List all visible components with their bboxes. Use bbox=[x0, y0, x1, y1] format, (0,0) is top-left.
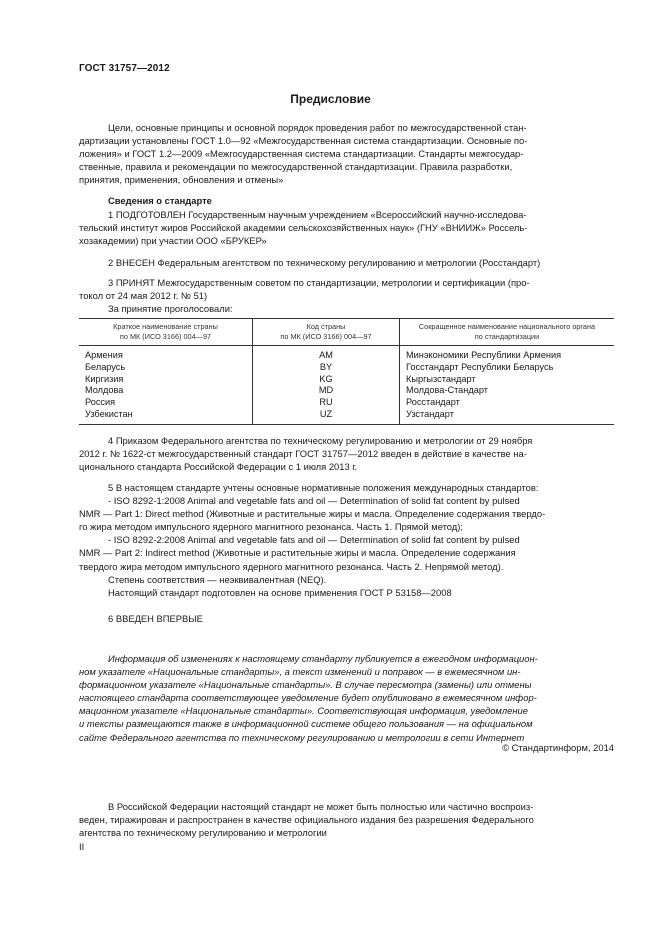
item-4-line: 2012 г. № 1622-ст межгосударственный стандарт ГОСТ 31757—2012 введен в действие в качестве на- bbox=[79, 448, 527, 460]
item-6-line: 6 ВВЕДЕН ВПЕРВЫЕ bbox=[108, 613, 203, 624]
table-header-row bbox=[79, 319, 614, 346]
table-row bbox=[79, 362, 614, 374]
item-3-line: За принятие проголосовали: bbox=[108, 303, 233, 315]
page-number: II bbox=[79, 841, 85, 852]
body-cell: Узстандарт bbox=[400, 409, 615, 424]
item-5-paragraph bbox=[79, 481, 614, 599]
country-cell: Молдова bbox=[85, 385, 124, 396]
item-5-line: Степень соответствия — неэквивалентная (NEQ). bbox=[108, 573, 327, 585]
code-cell: UZ bbox=[253, 409, 400, 424]
item-1-paragraph bbox=[79, 208, 614, 247]
item-4-line: ционального стандарта Российской Федерации с 1 июля 2013 г. bbox=[79, 461, 358, 473]
intro-line: ственные, правила и рекомендации по межгосударственной стандартизации. Правила разработки, bbox=[79, 161, 513, 173]
changes-notice-paragraph bbox=[79, 652, 614, 744]
code-cell: AM bbox=[253, 346, 400, 362]
table-row bbox=[79, 385, 614, 397]
body-cell: Минэкономики Республики Армения bbox=[400, 346, 615, 362]
item-5-line: - ISO 8292-2:2008 Animal and vegetable fats and oil — Determination of solid fat content by pulsed bbox=[108, 534, 520, 546]
item-5-line: 5 В настоящем стандарте учтены основные нормативные положения международных стандартов: bbox=[108, 482, 539, 493]
table-row bbox=[79, 397, 614, 409]
notice-line: сайте Федерального агентства по техническому регулированию и метрологии в сети Интернет bbox=[79, 731, 525, 743]
item-1-line: 1 ПОДГОТОВЛЕН Государственным научным учреждением «Всероссийский научно-исследова- bbox=[108, 209, 527, 220]
notice-line: ном указателе «Национальные стандарты», а текст изменений и поправок — в ежемесячном ин- bbox=[79, 666, 521, 678]
standard-code-header: ГОСТ 31757—2012 bbox=[79, 63, 170, 74]
rights-line: агентства по техническому регулированию и метрологии bbox=[79, 827, 327, 839]
item-5-line: Настоящий стандарт подготовлен на основе применения ГОСТ Р 53158—2008 bbox=[108, 586, 452, 598]
item-6-paragraph bbox=[79, 612, 614, 625]
item-4-paragraph bbox=[79, 434, 614, 473]
code-cell: BY bbox=[253, 362, 400, 374]
body-cell: Госстандарт Республики Беларусь bbox=[400, 362, 615, 374]
body-cell: Росстандарт bbox=[400, 397, 615, 409]
item-5-line: - ISO 8292-1:2008 Animal and vegetable fats and oil — Determination of solid fat content by pulsed bbox=[108, 495, 520, 507]
item-3-line: 3 ПРИНЯТ Межгосударственным советом по стандартизации, метрологии и сертификации (про- bbox=[108, 277, 530, 288]
intro-line: Цели, основные принципы и основной порядок проведения работ по межгосударственной стан- bbox=[108, 122, 527, 133]
notice-line: мационном указателе «Национальные стандарты». Соответствующая информация, уведомление bbox=[79, 705, 528, 717]
page-title: Предисловие bbox=[290, 92, 371, 106]
rights-line: В Российской Федерации настоящий стандарт не может быть полностью или частично воспроиз- bbox=[108, 801, 534, 812]
country-cell: Узбекистан bbox=[85, 408, 133, 419]
reproduction-rights-paragraph bbox=[79, 800, 614, 839]
notice-line: и тексты размещаются также в информационной системе общего пользования — на официальном bbox=[79, 718, 533, 730]
item-5-line: NMR — Part 2: Indirect method (Животные и растительные жиры и масла. Определение содержания bbox=[79, 547, 516, 559]
item-3-line: токол от 24 мая 2012 г. № 51) bbox=[79, 290, 208, 302]
column-header-body: Сокращенное наименование национального органа по стандартизации bbox=[400, 319, 615, 346]
intro-paragraph bbox=[79, 121, 614, 186]
column-header-code: Код страны по МК (ИСО 3166) 004—97 bbox=[253, 319, 400, 346]
code-cell: MD bbox=[253, 385, 400, 397]
country-cell: Армения bbox=[85, 350, 123, 360]
item-1-line: тельский институт жиров Российской академии сельскохозяйственных наук» (ГНУ «ВНИИЖ» Россель- bbox=[79, 222, 528, 234]
item-2-line: 2 ВНЕСЕН Федеральным агентством по техническому регулированию и метрологии (Росстандарт) bbox=[108, 257, 541, 268]
notice-line: настоящего стандарта соответствующее уведомление будет опубликовано в ежемесячном инфор- bbox=[79, 692, 537, 704]
intro-line: ложения» и ГОСТ 1.2—2009 «Межгосударственная система стандартизации. Стандарты межгосудар- bbox=[79, 148, 524, 160]
country-cell: Россия bbox=[85, 397, 116, 408]
country-cell: Киргизия bbox=[85, 373, 124, 384]
column-header-country: Краткое наименование страны по МК (ИСО 3166) 004—97 bbox=[79, 319, 253, 346]
code-cell: KG bbox=[253, 374, 400, 386]
rights-line: веден, тиражирован и распространен в качестве официального издания без разрешения Федерального bbox=[79, 814, 534, 826]
body-cell: Молдова-Стандарт bbox=[400, 385, 615, 397]
item-1-line: хозакадемии) при участии ООО «БРУКЕР» bbox=[79, 235, 267, 247]
copyright-notice: © Стандартинформ, 2014 bbox=[502, 742, 614, 753]
body-cell: Кыргызстандарт bbox=[400, 374, 615, 386]
country-cell: Беларусь bbox=[85, 361, 126, 372]
table-row bbox=[79, 409, 614, 424]
notice-line: Информация об изменениях к настоящему стандарту публикуется в ежегодном информацион- bbox=[108, 653, 538, 664]
intro-line: дартизации установлены ГОСТ 1.0—92 «Межгосударственная система стандартизации. Основные по- bbox=[79, 135, 528, 147]
item-4-line: 4 Приказом Федерального агентства по техническому регулированию и метрологии от 29 ноября bbox=[108, 435, 533, 446]
code-cell: RU bbox=[253, 397, 400, 409]
item-5-line: го жира методом импульсного ядерного магнитного резонанса. Часть 1. Прямой метод); bbox=[79, 521, 463, 533]
table-row bbox=[79, 346, 614, 362]
info-heading: Сведения о стандарте bbox=[108, 195, 212, 206]
item-3-paragraph bbox=[79, 276, 614, 315]
item-5-line: твердого жира методом импульсного ядерного магнитного резонанса. Часть 2. Непрямой метод). bbox=[79, 560, 504, 572]
item-2-paragraph bbox=[79, 256, 614, 269]
voting-countries-table bbox=[79, 318, 614, 425]
table-row bbox=[79, 374, 614, 386]
notice-line: формационном указателе «Национальные стандарты». В случае пересмотра (замены) или отмены bbox=[79, 679, 532, 691]
item-5-line: NMR — Part 1: Direct method (Животные и растительные жиры и масла. Определение содержания твердо- bbox=[79, 508, 546, 520]
intro-line: принятия, применения, обновления и отмены» bbox=[79, 174, 284, 186]
